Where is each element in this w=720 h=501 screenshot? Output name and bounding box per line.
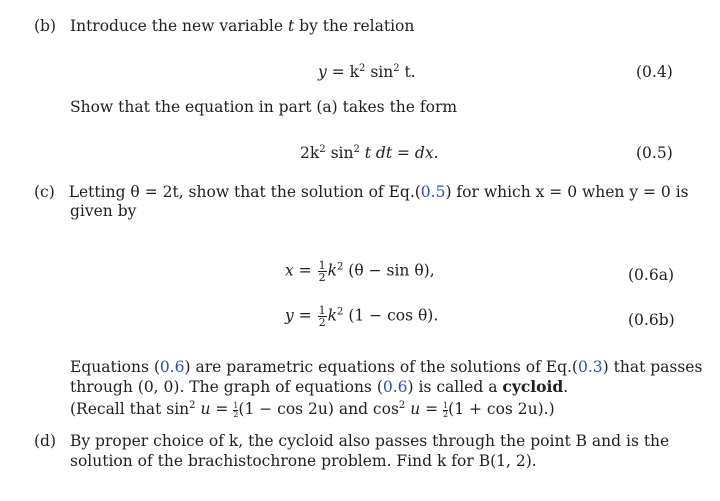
eq-06b-fraction: $\frac{1}{2}$ xyxy=(318,304,326,329)
part-d-line-1 xyxy=(34,431,669,451)
eq-ref-0-6[interactable]: 0.6 xyxy=(159,358,185,376)
eq-06b-sup: 2 xyxy=(337,306,344,318)
para-line-2 xyxy=(70,377,568,397)
eq-05-tail: t dt = dx. xyxy=(359,144,439,162)
eq-05-pre: 2k xyxy=(300,144,320,162)
eq-04-lhs: y xyxy=(318,63,327,81)
eq-04-sup1: 2 xyxy=(359,62,366,74)
eq-04-sup2: 2 xyxy=(393,62,400,74)
eq-06b-lhs: y = xyxy=(285,306,312,325)
eq-04-rhs: = k xyxy=(331,63,360,81)
eq-05-sup1: 2 xyxy=(319,143,326,155)
part-c-label: (c) xyxy=(34,183,55,201)
half-fraction-1: $\frac{1}{2}$ xyxy=(233,400,239,419)
eq-06a-fraction: $\frac{1}{2}$ xyxy=(318,259,326,284)
eq-05-sup2: 2 xyxy=(353,143,360,155)
para-l1-a: Equations ( xyxy=(70,358,160,376)
equation-0-5 xyxy=(300,143,439,163)
eq-ref-0-3[interactable]: 0.3 xyxy=(577,358,603,376)
para-l2-b: ) is called a xyxy=(407,378,503,396)
para-l1-b: ) are parametric equations of the solutions of Eq.( xyxy=(184,358,578,376)
part-d-text-1: By proper choice of k, the cycloid also passes through the point B and is the xyxy=(69,432,670,450)
part-c-line-2: given by xyxy=(70,202,137,220)
para-line-3 xyxy=(70,399,555,419)
eq-04-tail: t. xyxy=(399,63,416,81)
part-b-intro-tail: by the relation xyxy=(299,17,415,35)
equation-0-6a xyxy=(285,260,435,283)
part-b-show-line: Show that the equation in part (a) takes the form xyxy=(70,98,458,116)
equation-0-4 xyxy=(318,62,416,82)
para-l3-c: (1 − cos 2u) and cos xyxy=(238,400,399,418)
eq-ref-0-5[interactable]: 0.5 xyxy=(420,183,446,201)
part-c-line-1 xyxy=(34,182,689,202)
part-b-intro-text: Introduce the new variable xyxy=(69,17,284,35)
para-l2-a: through (0, 0). The graph of equations ( xyxy=(70,378,383,396)
half-fraction-2: $\frac{1}{2}$ xyxy=(443,400,449,419)
para-l1-c: ) that passes xyxy=(602,358,703,376)
para-l3-sup2: 2 xyxy=(398,399,406,411)
para-l3-d: u = xyxy=(405,400,444,418)
part-c-text-a: Letting θ = 2t, show that the solution of Eq.( xyxy=(68,183,421,201)
para-l3-a: (Recall that sin xyxy=(70,400,190,418)
para-l3-sup1: 2 xyxy=(189,399,196,411)
eq-06a-tail: (θ − sin θ), xyxy=(343,261,435,280)
eq-ref-0-6-b[interactable]: 0.6 xyxy=(382,378,408,396)
equation-number-0-6b: (0.6b) xyxy=(628,311,675,329)
equation-number-0-6a: (0.6a) xyxy=(628,266,674,284)
para-l3-e: (1 + cos 2u).) xyxy=(448,400,555,418)
part-d-label: (d) xyxy=(34,432,57,450)
para-l3-b: u = xyxy=(195,400,234,418)
eq-06b-k: k xyxy=(327,306,338,325)
part-b-intro-line xyxy=(34,16,414,36)
eq-06a-sup: 2 xyxy=(337,261,344,273)
eq-04-sin: sin xyxy=(365,63,394,81)
part-d-line-2: solution of the brachistochrone problem. Find k for B(1, 2). xyxy=(70,452,537,470)
equation-number-0-5: (0.5) xyxy=(636,144,673,162)
eq-06b-tail: (1 − cos θ). xyxy=(343,306,439,325)
eq-05-sin: sin xyxy=(325,144,354,162)
para-l2-c: . xyxy=(563,378,569,396)
variable-t: t xyxy=(288,17,295,35)
equation-number-0-4: (0.4) xyxy=(636,63,673,81)
para-line-1 xyxy=(70,357,702,377)
equation-0-6b xyxy=(285,305,438,328)
eq-06a-k: k xyxy=(327,261,337,280)
eq-06a-lhs: x = xyxy=(285,261,312,280)
term-cycloid: cycloid xyxy=(502,377,564,396)
part-c-text-b: ) for which x = 0 when y = 0 is xyxy=(445,183,689,201)
part-b-label: (b) xyxy=(34,17,57,35)
